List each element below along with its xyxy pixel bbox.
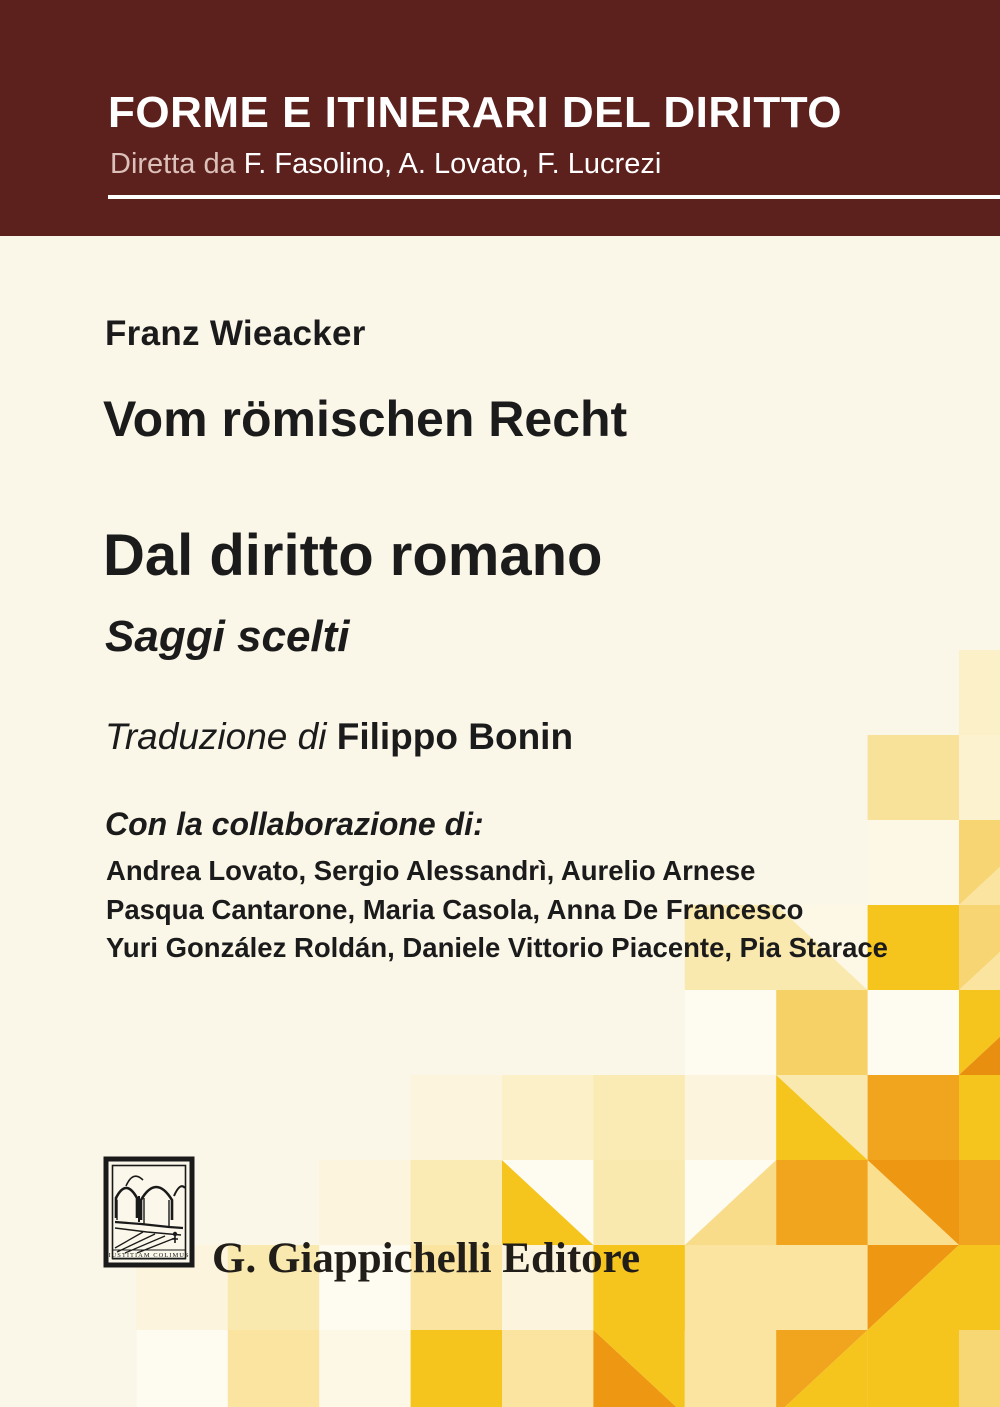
author-name: Franz Wieacker	[105, 314, 366, 353]
giappichelli-logo	[103, 1156, 195, 1268]
series-directors-line	[110, 148, 661, 181]
band-rule	[108, 195, 1000, 199]
collaborators-line: Andrea Lovato, Sergio Alessandrì, Aurelio Arnese	[106, 855, 756, 886]
book-subtitle: Saggi scelti	[105, 612, 350, 661]
translator-name: Filippo Bonin	[336, 716, 574, 757]
directed-by-prefix: Diretta da	[110, 148, 244, 180]
publisher-name: G. Giappichelli Editore	[212, 1235, 641, 1282]
series-title: FORME E ITINERARI DEL DIRITTO	[108, 88, 843, 137]
collaboration-label: Con la collaborazione di:	[105, 806, 484, 842]
logo-motto: IUSTITIAM COLIMUS	[108, 1252, 190, 1259]
collaborators-line: Pasqua Cantarone, Maria Casola, Anna De Francesco	[106, 893, 804, 925]
translation-prefix: Traduzione di	[105, 716, 337, 757]
directors-names: F. Fasolino, A. Lovato, F. Lucrezi	[243, 148, 662, 180]
collaborators-line: Yuri González Roldán, Daniele Vittorio Piacente, Pia Starace	[106, 932, 888, 963]
book-title: Dal diritto romano	[103, 523, 603, 588]
original-title: Vom römischen Recht	[103, 391, 628, 447]
collaborators-list	[106, 852, 888, 968]
series-band	[0, 0, 1000, 236]
translation-line	[105, 716, 573, 758]
